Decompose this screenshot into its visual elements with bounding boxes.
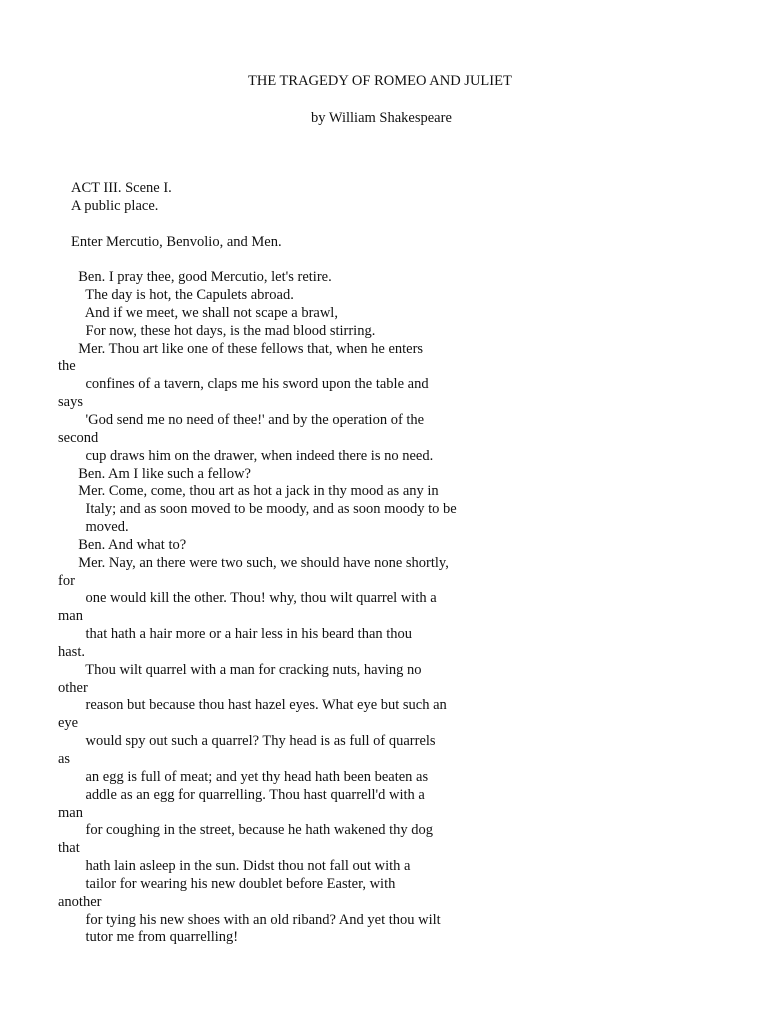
text-line: for tying his new shoes with an old riband? And yet thou wilt [71,911,441,928]
text-line: addle as an egg for quarrelling. Thou hast quarrell'd with a [71,786,425,803]
text-line: Mer. Nay, an there were two such, we should have none shortly, [71,554,449,571]
blank-line [71,251,711,269]
text-line: Thou wilt quarrel with a man for cracking nuts, having no [71,661,422,678]
text-line: says [58,394,83,411]
text-line: eye [58,715,79,732]
text-line: ACT III. Scene I. [71,180,172,196]
text-line: And if we meet, we shall not scape a brawl, [71,304,338,321]
text-line: that [58,840,80,857]
text-line: Ben. And what to? [71,536,187,553]
text-line: For now, these hot days, is the mad blood stirring. [71,322,376,339]
text-line: another [58,893,102,910]
text-line: the [58,358,76,375]
text-line: for coughing in the street, because he hath wakened thy dog [71,822,433,839]
play-text [58,180,711,947]
text-line: moved. [71,519,129,536]
text-line: The day is hot, the Capulets abroad. [71,287,294,304]
text-line: one would kill the other. Thou! why, thou wilt quarrel with a [71,590,437,607]
text-line: A public place. [71,197,159,214]
text-line: man [58,608,83,625]
text-line: confines of a tavern, claps me his sword upon the table and [71,376,429,393]
text-line: Mer. Come, come, thou art as hot a jack in thy mood as any in [71,483,439,500]
blank-line [71,216,711,234]
text-line: reason but because thou hast hazel eyes. What eye but such an [71,697,447,714]
text-line: second [58,429,99,446]
text-line: Ben. I pray thee, good Mercutio, let's retire. [71,269,332,286]
text-line: as [58,751,71,767]
text-line: for [58,572,75,589]
text-line: Italy; and as soon moved to be moody, and as soon moody to be [71,501,457,518]
text-line: hast. [58,643,85,660]
text-line: man [58,804,83,821]
text-line: an egg is full of meat; and yet thy head hath been beaten as [71,768,429,785]
text-line: Mer. Thou art like one of these fellows that, when he enters [71,340,424,357]
text-line: tailor for wearing his new doublet before Easter, with [71,875,396,892]
text-line: cup draws him on the drawer, when indeed there is no need. [71,447,434,464]
text-line: Enter Mercutio, Benvolio, and Men. [71,233,282,250]
text-line: would spy out such a quarrel? Thy head is as full of quarrels [71,733,436,750]
text-line: tutor me from quarrelling! [71,929,239,946]
document-title: THE TRAGEDY OF ROMEO AND JULIET [248,73,512,89]
text-line: Ben. Am I like such a fellow? [71,465,251,482]
text-line: hath lain asleep in the sun. Didst thou not fall out with a [71,858,411,875]
text-line: other [58,679,88,696]
document-byline: by William Shakespeare [311,110,452,126]
text-line: that hath a hair more or a hair less in his beard than thou [71,626,413,643]
text-line: 'God send me no need of thee!' and by the operation of the [71,411,425,428]
